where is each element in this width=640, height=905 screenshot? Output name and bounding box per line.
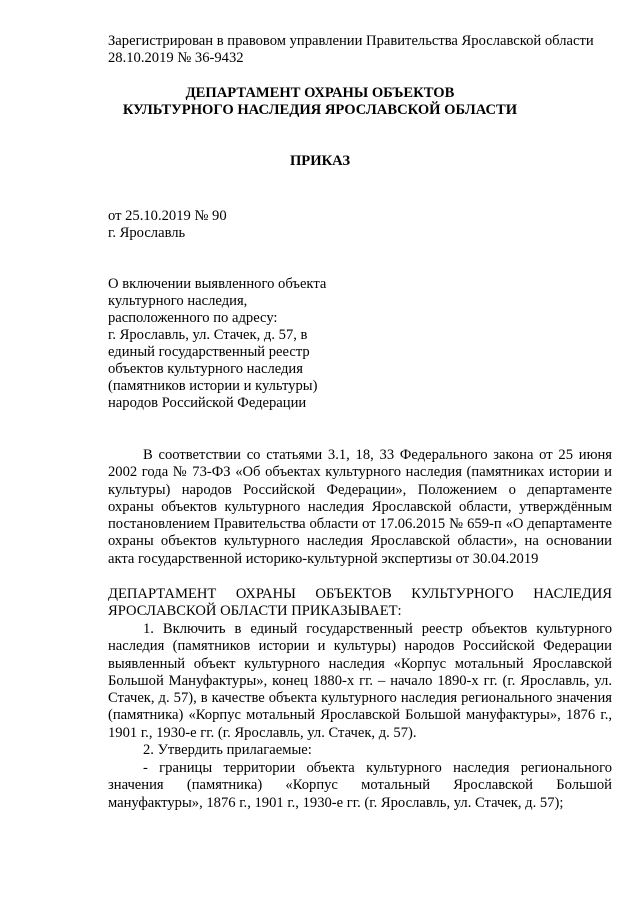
subject-line: О включении выявленного объекта bbox=[108, 276, 327, 292]
subject-line: г. Ярославль, ул. Стачек, д. 57, в bbox=[108, 327, 308, 343]
order-item-2: 2. Утвердить прилагаемые: bbox=[143, 742, 312, 758]
preamble-paragraph: В соответствии со статьями 3.1, 18, 33 Федерального закона от 25 июня 2002 года № 73-ФЗ «Об объектах культурного наследия (памятниках истории и культуры) народов Российской Федерации», Положением о департаменте охраны объектов культурного наследия Ярославской области, утверждённым постановлением Правительства области от 17.06.2015 № 659-п «О департаменте охраны объектов культурного наследия Ярославской области», на основании акта государственной историко-культурной экспертизы от 30.04.2019 bbox=[108, 447, 612, 567]
document-type-title: ПРИКАЗ bbox=[289, 153, 351, 169]
document-date-number: от 25.10.2019 № 90 bbox=[108, 208, 227, 224]
registration-line-2: 28.10.2019 № 36-9432 bbox=[108, 50, 244, 66]
subject-line: (памятников истории и культуры) bbox=[108, 378, 318, 394]
order-item-2-subitem: - границы территории объекта культурного наследия регионального значения (памятника) «Корпус мотальный Ярославской Большой мануфактуры», 1876 г., 1901 г., 1930-е гг. (г. Ярославль, ул. Стачек, д. 57); bbox=[108, 760, 612, 811]
subject-line: народов Российской Федерации bbox=[108, 395, 307, 411]
subject-line: расположенного по адресу: bbox=[108, 310, 278, 326]
document-city: г. Ярославль bbox=[108, 225, 186, 241]
order-clause: ДЕПАРТАМЕНТ ОХРАНЫ ОБЪЕКТОВ КУЛЬТУРНОГО НАСЛЕДИЯ ЯРОСЛАВСКОЙ ОБЛАСТИ ПРИКАЗЫВАЕТ: bbox=[108, 586, 612, 620]
registration-line-1: Зарегистрирован в правовом управлении Правительства Ярославской области bbox=[108, 33, 594, 49]
department-heading-1: ДЕПАРТАМЕНТ ОХРАНЫ ОБЪЕКТОВ bbox=[185, 85, 455, 101]
subject-line: культурного наследия, bbox=[108, 293, 248, 309]
order-item-1: 1. Включить в единый государственный реестр объектов культурного наследия (памятников истории и культуры) народов Российской Федерации выявленный объект культурного наследия «Корпус мотальный Ярославской Большой Мануфактуры», конец 1880-х гг. – начало 1890-х гг. (г. Ярославль, ул. Стачек, д. 57), в качестве объекта культурного наследия регионального значения (памятника) «Корпус мотальный Ярославской Большой мануфактуры», 1876 г., 1901 г., 1930-е гг. (г. Ярославль, ул. Стачек, д. 57). bbox=[108, 621, 612, 741]
department-heading-2: КУЛЬТУРНОГО НАСЛЕДИЯ ЯРОСЛАВСКОЙ ОБЛАСТИ bbox=[122, 102, 518, 118]
subject-line: объектов культурного наследия bbox=[108, 361, 303, 377]
subject-line: единый государственный реестр bbox=[108, 344, 310, 360]
